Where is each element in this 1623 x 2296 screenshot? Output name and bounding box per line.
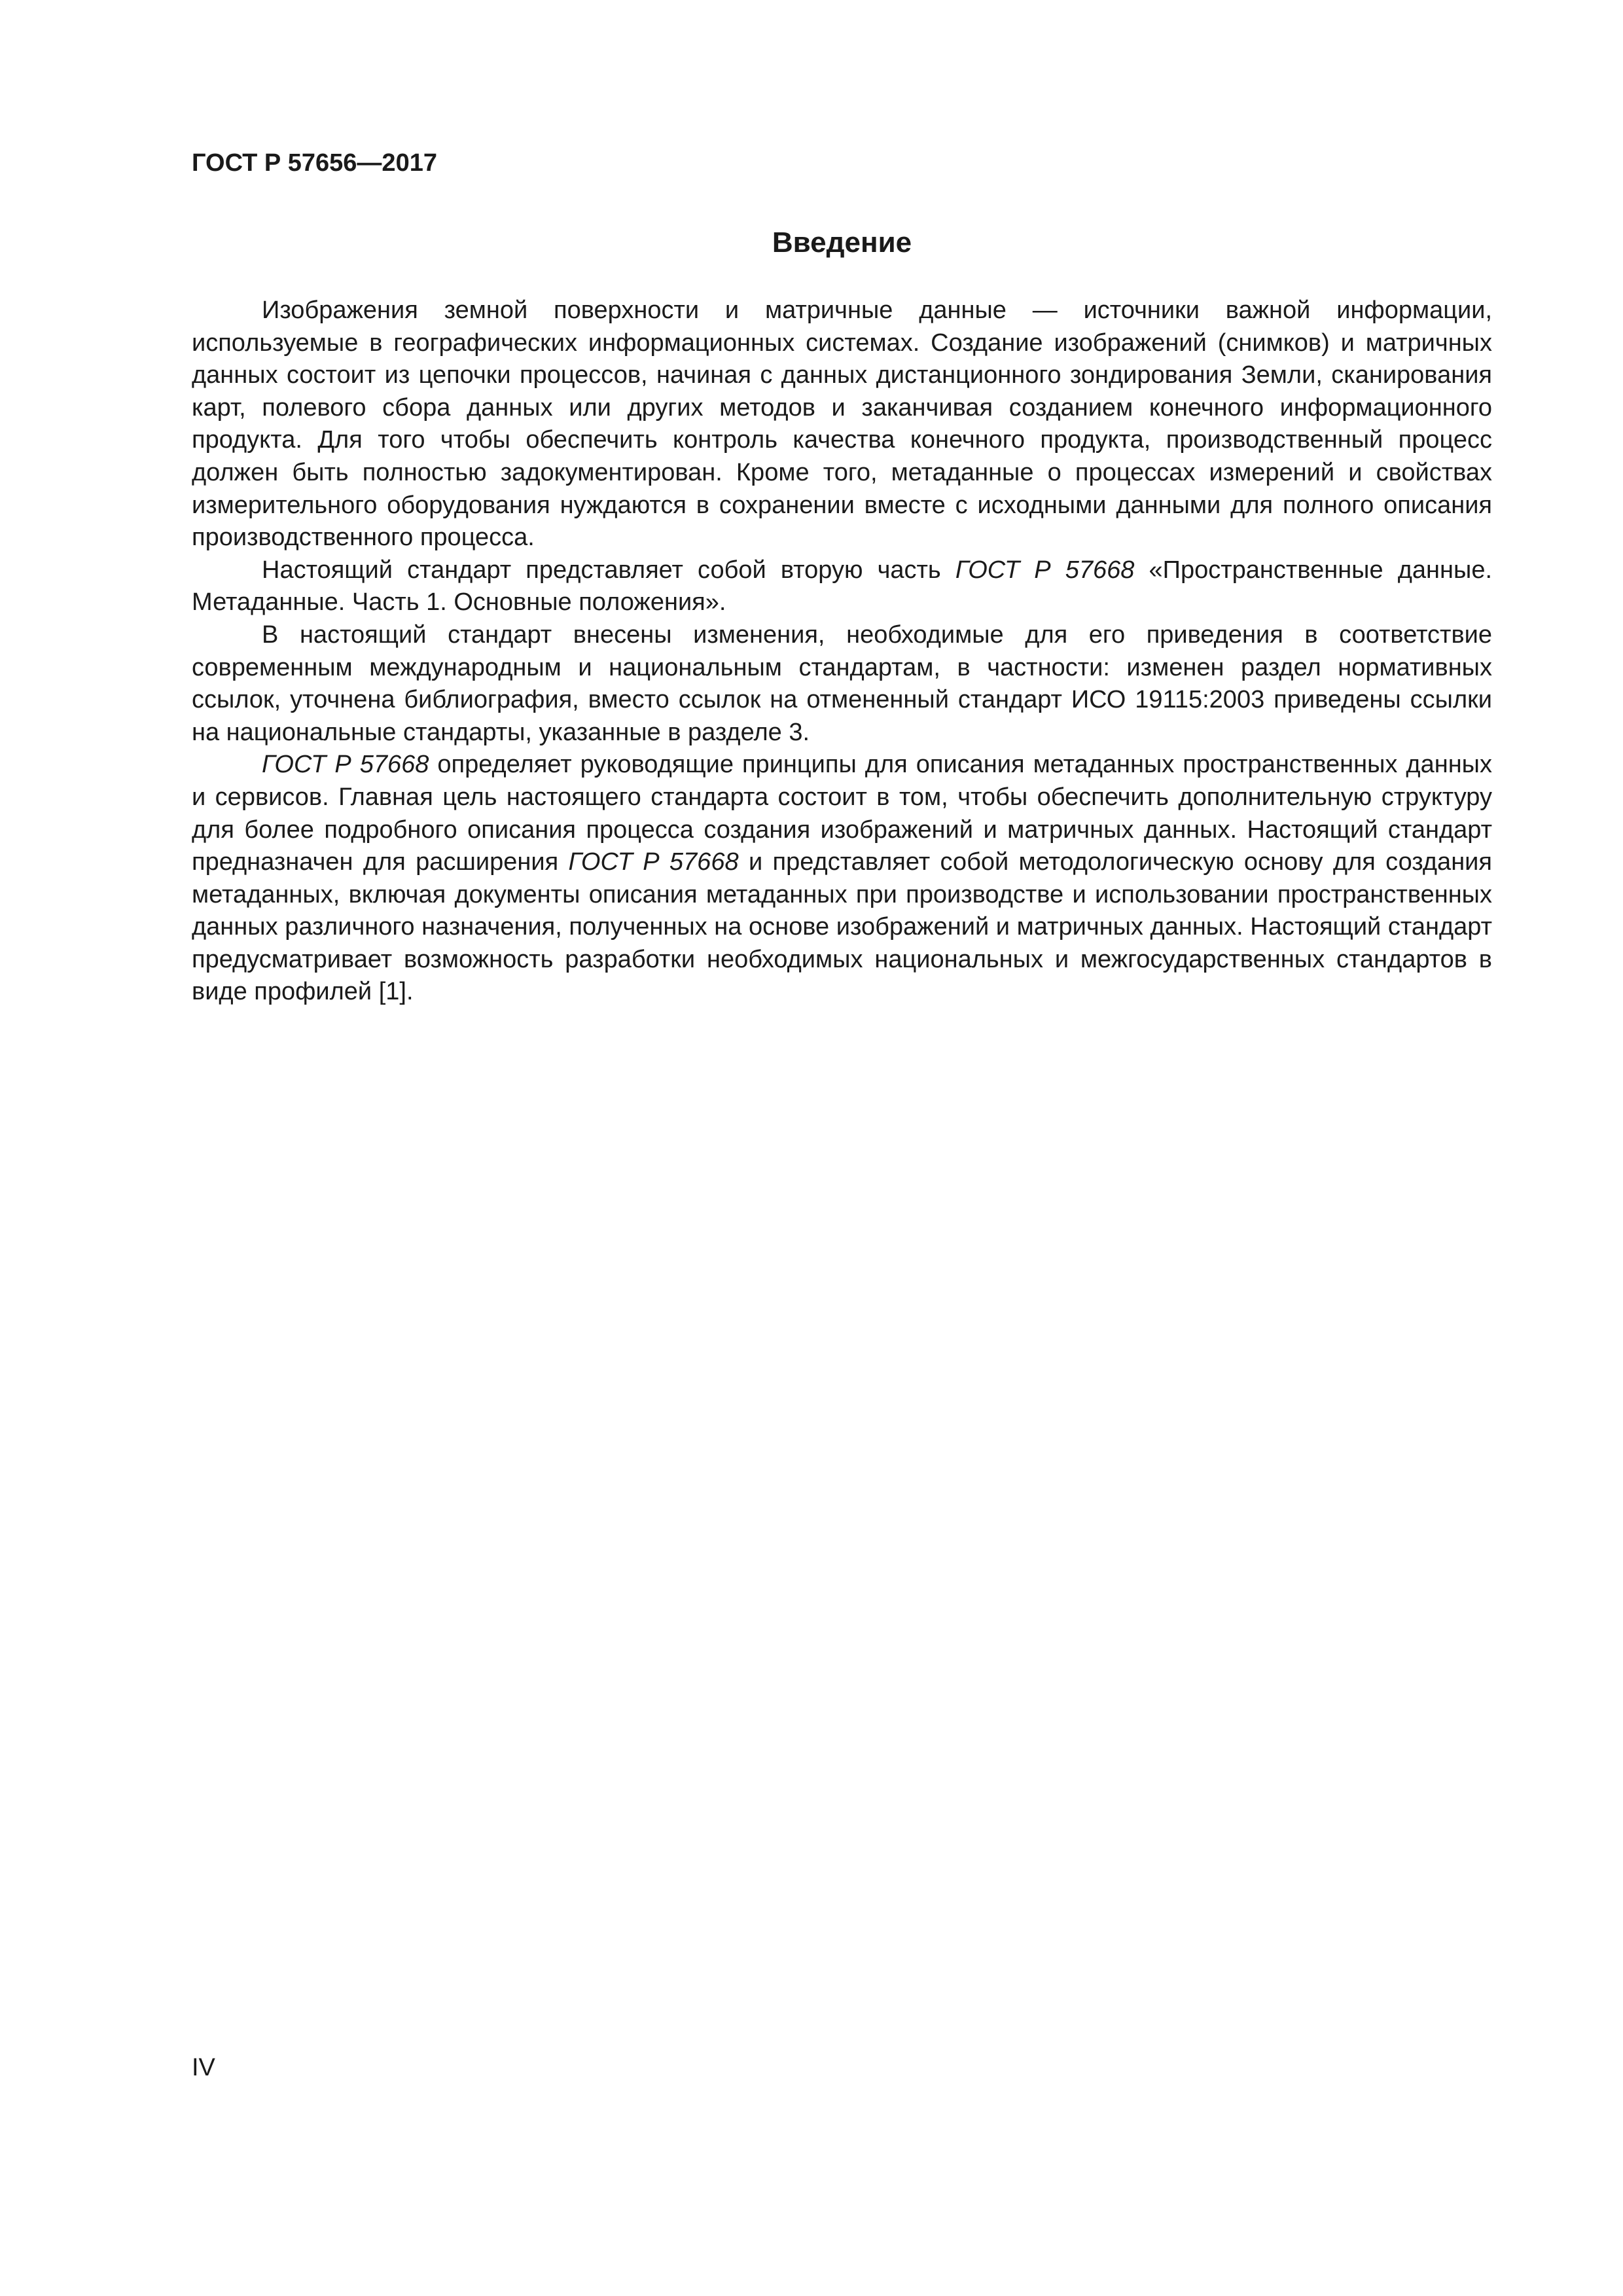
paragraph-4 bbox=[192, 749, 1492, 1009]
standard-reference: ГОСТ Р 57668 bbox=[568, 848, 739, 876]
paragraph-1 bbox=[192, 295, 1492, 554]
paragraph-1-text: Изображения земной поверхности и матричные данные — источники важной информации, используемые в географических информационных системах. Создание изображений (снимков) и матричных данных состоит из цепочки процессов, начиная с данных дистанционного зондирования Земли, сканирования карт, полевого сбора данных или других методов и заканчивая созданием конечного информационного продукта. Для того чтобы обеспечить контроль качества конечного продукта, производственный процесс должен быть полностью задокументирован. Кроме того, метаданные о процессах измерений и свойствах измерительного оборудования нуждаются в сохранении вместе с исходными данными для полного описания производственного процесса. bbox=[192, 296, 1492, 552]
paragraph-3 bbox=[192, 619, 1492, 749]
paragraph-2-text-end: «Пространственные данные. Метаданные. Часть 1. Основные положения». bbox=[192, 556, 1493, 617]
body-text bbox=[192, 295, 1492, 1009]
paragraph-2 bbox=[192, 554, 1492, 619]
standard-reference: ГОСТ Р 57668 bbox=[955, 556, 1135, 584]
paragraph-4-text-middle: определяет руководящие принципы для описания метаданных пространственных данных и сервисов. Главная цель настоящего стандарта состоит в том, чтобы обеспечить дополнительную структуру для более подробного описания процесса создания изображений и матричных данных. Настоящий стандарт предназначен для расширения bbox=[192, 751, 1492, 876]
paragraph-3-text: В настоящий стандарт внесены изменения, необходимые для его приведения в соответствие современным международным и национальным стандартам, в частности: изменен раздел нормативных ссылок, уточнена библиография, вместо ссылок на отмененный стандарт ИСО 19115:2003 приведены ссылки на национальные стандарты, указанные в разделе 3. bbox=[192, 620, 1492, 746]
paragraph-4-text-end: и представляет собой методологическую основу для создания метаданных, включая документы описания метаданных при производстве и использовании пространственных данных различного назначения, полученных на основе изображений и матричных данных. Настоящий стандарт предусматривает возможность разработки необходимых национальных и межгосударственных стандартов в виде профилей [1]. bbox=[192, 848, 1492, 1006]
page-number: IV bbox=[192, 2054, 215, 2081]
section-title: Введение bbox=[772, 226, 912, 259]
standard-reference: ГОСТ Р 57668 bbox=[262, 751, 429, 779]
paragraph-2-text-start: Настоящий стандарт представляет собой вторую часть bbox=[262, 556, 955, 584]
document-code-header: ГОСТ Р 57656—2017 bbox=[192, 149, 437, 177]
